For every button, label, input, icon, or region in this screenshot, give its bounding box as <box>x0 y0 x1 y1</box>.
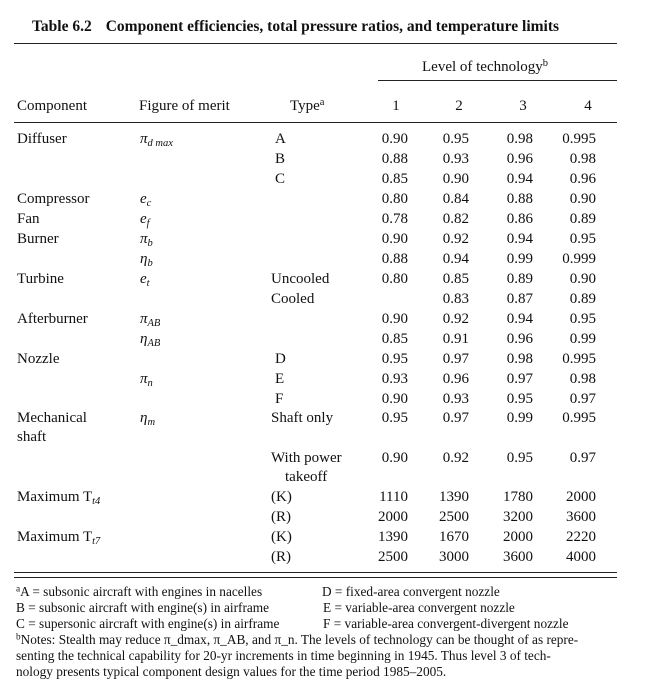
value-cell: 2500 <box>378 549 408 565</box>
header-level-3: 3 <box>519 98 527 114</box>
value-cell: 1110 <box>379 489 408 505</box>
value-cell: 0.89 <box>569 291 596 307</box>
footnote-a-right: F = variable-area convergent-divergent nozzle <box>323 616 569 631</box>
footnote-b-line: $^b$Notes: Stealth may reduce π_dmax, π_AB, and π_n. The levels of technology can be thought of as repre- <box>16 632 579 647</box>
component-cell: Mechanical <box>17 410 87 426</box>
value-cell: 0.95 <box>381 410 408 426</box>
header-rule <box>14 122 617 123</box>
value-cell: 4000 <box>566 549 596 565</box>
figure-of-merit-cell: $\pi_{AB}$ <box>140 311 161 330</box>
value-cell: 0.92 <box>442 450 469 466</box>
type-cell: D <box>275 351 286 367</box>
value-cell: 0.99 <box>506 251 533 267</box>
value-cell: 0.89 <box>569 211 596 227</box>
value-cell: 0.88 <box>381 251 408 267</box>
value-cell: 0.995 <box>562 410 596 426</box>
value-cell: 0.90 <box>442 171 469 187</box>
value-cell: 0.93 <box>442 391 469 407</box>
value-cell: 0.96 <box>442 371 469 387</box>
component-cell: Compressor <box>17 191 90 207</box>
type-cell: Shaft only <box>271 410 334 426</box>
value-cell: 1780 <box>503 489 533 505</box>
value-cell: 0.88 <box>381 151 408 167</box>
value-cell: 0.95 <box>569 311 596 327</box>
value-cell: 0.94 <box>506 231 533 247</box>
component-cell: Maximum $T_{t4}$ <box>17 489 101 508</box>
value-cell: 0.95 <box>506 391 533 407</box>
figure-of-merit-cell: $e_c$ <box>140 191 152 210</box>
type-cell: takeoff <box>285 469 328 485</box>
level-group-header: Level of technology$^b$ <box>422 57 549 75</box>
value-cell: 0.80 <box>381 271 408 287</box>
value-cell: 0.80 <box>381 191 408 207</box>
value-cell: 0.999 <box>562 251 596 267</box>
component-cell: shaft <box>17 429 47 445</box>
value-cell: 0.90 <box>569 191 596 207</box>
type-cell: B <box>275 151 286 167</box>
type-cell: C <box>275 171 286 187</box>
footnote-a-left: C = supersonic aircraft with engine(s) in airframe <box>16 616 280 631</box>
value-cell: 0.86 <box>506 211 533 227</box>
figure-of-merit-cell: $\pi_b$ <box>140 231 153 250</box>
value-cell: 3200 <box>503 509 533 525</box>
value-cell: 0.84 <box>442 191 469 207</box>
value-cell: 3600 <box>566 509 596 525</box>
figure-of-merit-cell: $\eta_b$ <box>140 251 153 270</box>
figure-of-merit-cell: $\pi_{d max}$ <box>140 131 173 150</box>
value-cell: 0.94 <box>506 171 533 187</box>
value-cell: 0.995 <box>562 131 596 147</box>
value-cell: 2000 <box>566 489 596 505</box>
figure-of-merit-cell: $\pi_n$ <box>140 371 153 390</box>
value-cell: 0.85 <box>381 331 408 347</box>
figure-of-merit-cell: $\eta_m$ <box>140 410 156 429</box>
value-cell: 0.98 <box>569 151 596 167</box>
value-cell: 0.90 <box>569 271 596 287</box>
value-cell: 0.98 <box>506 351 533 367</box>
value-cell: 2500 <box>439 509 469 525</box>
value-cell: 0.94 <box>506 311 533 327</box>
value-cell: 1390 <box>439 489 469 505</box>
value-cell: 0.88 <box>506 191 533 207</box>
value-cell: 0.83 <box>442 291 469 307</box>
value-cell: 0.87 <box>506 291 533 307</box>
table-caption: Component efficiencies, total pressure ratios, and temperature limits <box>105 18 560 35</box>
value-cell: 0.82 <box>442 211 469 227</box>
value-cell: 3000 <box>439 549 469 565</box>
type-cell: (K) <box>271 489 292 505</box>
footnote-a-right: D = fixed-area convergent nozzle <box>322 584 500 599</box>
type-cell: Cooled <box>271 291 315 307</box>
value-cell: 0.93 <box>381 371 408 387</box>
value-cell: 2220 <box>566 529 596 545</box>
type-cell: (K) <box>271 529 292 545</box>
value-cell: 0.97 <box>569 450 596 466</box>
top-rule <box>14 43 617 44</box>
component-cell: Maximum $T_{t7}$ <box>17 529 101 548</box>
value-cell: 0.97 <box>442 410 469 426</box>
value-cell: 0.995 <box>562 351 596 367</box>
figure-of-merit-cell: $e_t$ <box>140 271 150 290</box>
value-cell: 0.97 <box>506 371 533 387</box>
type-cell: Uncooled <box>271 271 330 287</box>
value-cell: 2000 <box>503 529 533 545</box>
component-cell: Turbine <box>17 271 64 287</box>
header-level-2: 2 <box>455 98 463 114</box>
header-level-1: 1 <box>392 98 400 114</box>
value-cell: 0.96 <box>506 151 533 167</box>
value-cell: 0.90 <box>381 231 408 247</box>
value-cell: 0.94 <box>442 251 469 267</box>
value-cell: 0.89 <box>506 271 533 287</box>
value-cell: 0.99 <box>506 410 533 426</box>
value-cell: 2000 <box>378 509 408 525</box>
component-cell: Burner <box>17 231 59 247</box>
footnote-a-left: $^a$A = subsonic aircraft with engines in nacelles <box>16 584 263 599</box>
value-cell: 0.98 <box>569 371 596 387</box>
type-cell: With power <box>271 450 342 466</box>
value-cell: 0.85 <box>442 271 469 287</box>
type-cell: F <box>275 391 284 407</box>
value-cell: 0.92 <box>442 311 469 327</box>
value-cell: 0.96 <box>569 171 596 187</box>
value-cell: 0.96 <box>506 331 533 347</box>
type-cell: (R) <box>271 549 291 565</box>
footnote-b-line: nology presents typical component design values for the time period 1985–2005. <box>16 664 447 679</box>
component-cell: Fan <box>17 211 40 227</box>
table-title <box>32 18 559 36</box>
value-cell: 0.90 <box>381 311 408 327</box>
value-cell: 0.95 <box>381 351 408 367</box>
value-cell: 0.95 <box>442 131 469 147</box>
value-cell: 1670 <box>439 529 469 545</box>
header-level-4: 4 <box>584 98 592 114</box>
value-cell: 0.85 <box>381 171 408 187</box>
type-cell: (R) <box>271 509 291 525</box>
value-cell: 0.78 <box>381 211 408 227</box>
value-cell: 0.97 <box>569 391 596 407</box>
value-cell: 0.97 <box>442 351 469 367</box>
figure-of-merit-cell: $\eta_{AB}$ <box>140 331 161 350</box>
figure-of-merit-cell: $e_f$ <box>140 211 150 230</box>
header-figure-of-merit: Figure of merit <box>139 98 230 114</box>
value-cell: 0.93 <box>442 151 469 167</box>
header-type: Type$^a$ <box>290 96 325 114</box>
type-cell: E <box>275 371 285 387</box>
value-cell: 3600 <box>503 549 533 565</box>
component-cell: Nozzle <box>17 351 60 367</box>
value-cell: 0.91 <box>442 331 469 347</box>
component-cell: Diffuser <box>17 131 67 147</box>
footnote-a-left: B = subsonic aircraft with engine(s) in airframe <box>16 600 270 615</box>
value-cell: 0.95 <box>569 231 596 247</box>
value-cell: 1390 <box>378 529 408 545</box>
value-cell: 0.99 <box>569 331 596 347</box>
value-cell: 0.90 <box>381 131 408 147</box>
value-cell: 0.95 <box>506 450 533 466</box>
footnote-b-line: senting the technical capability for 20-yr increments in time beginning in 1945. Thus level 3 of tech- <box>16 648 551 663</box>
type-cell: A <box>275 131 286 147</box>
value-cell: 0.90 <box>381 450 408 466</box>
bottom-rule-2 <box>14 577 617 578</box>
value-cell: 0.90 <box>381 391 408 407</box>
header-component: Component <box>17 98 87 114</box>
value-cell: 0.92 <box>442 231 469 247</box>
value-cell: 0.98 <box>506 131 533 147</box>
footnote-a-right: E = variable-area convergent nozzle <box>323 600 515 615</box>
component-cell: Afterburner <box>17 311 88 327</box>
table-number: Table 6.2 <box>32 18 92 35</box>
level-group-rule <box>378 80 617 81</box>
bottom-rule <box>14 572 617 573</box>
